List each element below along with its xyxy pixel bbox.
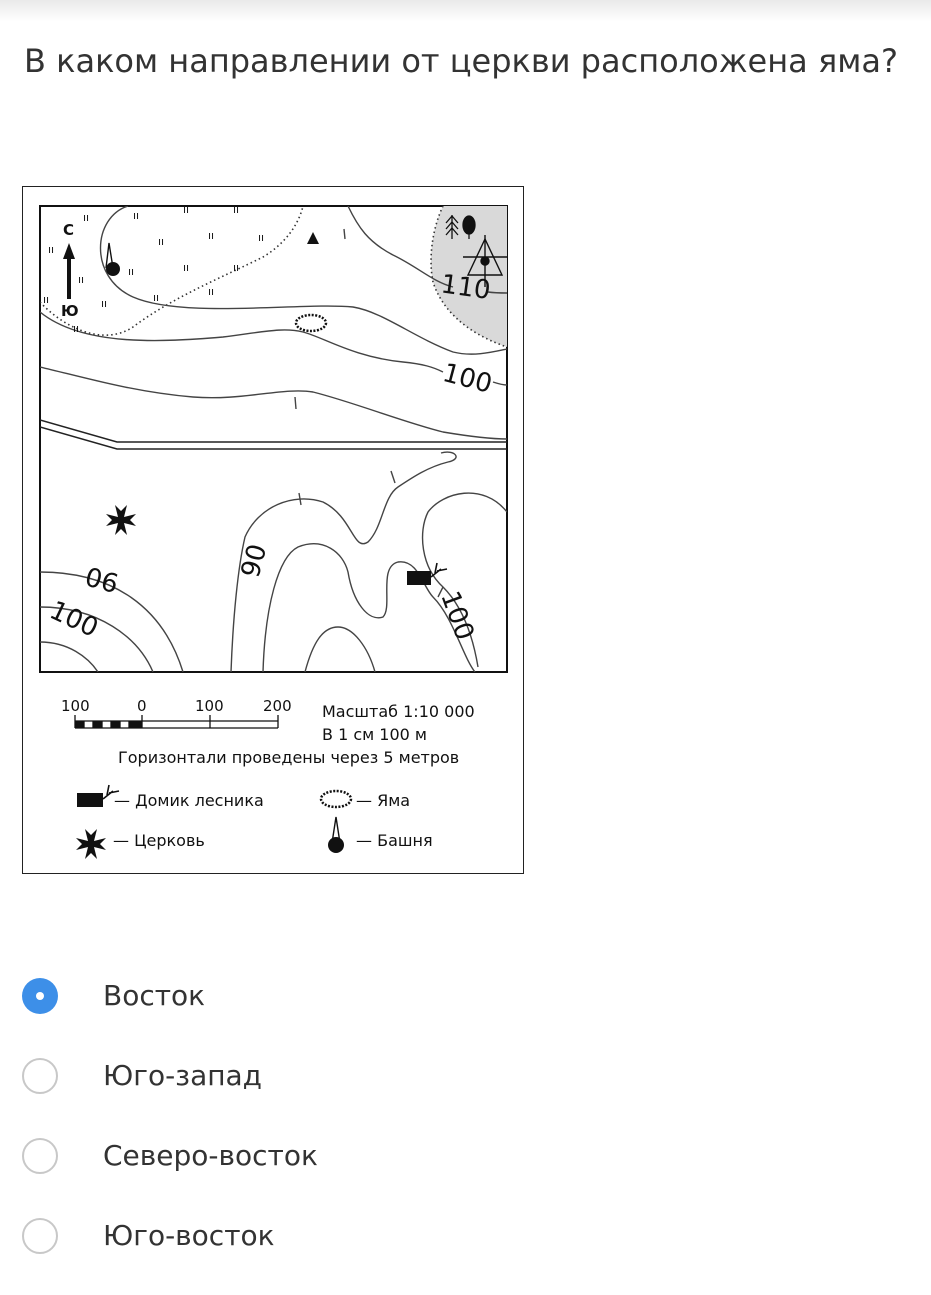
svg-text:ıı: ıı xyxy=(83,211,90,224)
svg-text:ıı: ıı xyxy=(101,297,108,310)
svg-text:ıı: ıı xyxy=(183,261,190,274)
svg-text:ıı: ıı xyxy=(233,203,240,216)
legend-forester-house-label: — Домик лесника xyxy=(114,791,264,810)
contour-label-100-top: 100 xyxy=(439,357,496,400)
option-label: Юго-запад xyxy=(103,1059,263,1092)
contour-interval-text: Горизонтали проведены через 5 метров xyxy=(118,748,460,767)
legend-tower-icon xyxy=(328,817,344,853)
topographic-map xyxy=(22,186,524,874)
legend-pit-label: — Яма xyxy=(356,791,411,810)
compass-icon xyxy=(61,221,79,320)
legend-tower-label: — Башня xyxy=(356,831,433,850)
svg-text:ıı: ıı xyxy=(73,322,80,335)
scale-label-200: 200 xyxy=(263,697,292,715)
compass-south-label: Ю xyxy=(61,302,79,320)
svg-text:ıı: ıı xyxy=(158,235,165,248)
svg-text:ıı: ıı xyxy=(133,209,140,222)
legend-church-icon xyxy=(76,829,106,859)
legend-pit-icon xyxy=(321,791,351,807)
contour-label-110: 110 xyxy=(439,269,493,306)
svg-text:ıı: ıı xyxy=(208,285,215,298)
legend xyxy=(76,785,433,859)
scale-label-0: 0 xyxy=(137,697,147,715)
svg-text:ıı: ıı xyxy=(233,261,240,274)
option-yugo-vostok[interactable] xyxy=(0,1198,600,1278)
svg-text:ıı: ıı xyxy=(48,243,55,256)
pit-icon xyxy=(296,315,326,331)
tower-icon xyxy=(106,243,120,276)
legend-church-label: — Церковь xyxy=(113,831,205,850)
question-text: В каком направлении от церкви расположена яма? xyxy=(24,42,898,80)
scale-text: Масштаб 1:10 000 xyxy=(322,702,475,721)
contour-label-100-left: 100 xyxy=(44,595,103,644)
option-yugo-zapad[interactable] xyxy=(0,1038,600,1118)
radio-icon[interactable] xyxy=(22,1138,58,1174)
compass-north-label: С xyxy=(63,221,75,239)
svg-text:ıı: ıı xyxy=(208,229,215,242)
scale-label-100-left: 100 xyxy=(61,697,90,715)
option-label: Северо-восток xyxy=(103,1139,318,1172)
option-label: Юго-восток xyxy=(103,1219,275,1252)
contour-label-90-left: 06 xyxy=(81,562,122,601)
svg-text:ıı: ıı xyxy=(128,265,135,278)
option-label: Восток xyxy=(103,979,206,1012)
scale-bar xyxy=(61,697,292,728)
svg-text:ıı: ıı xyxy=(258,231,265,244)
option-vostok[interactable] xyxy=(0,958,600,1038)
meadow-boundary xyxy=(40,206,303,335)
scale-label-100: 100 xyxy=(195,697,224,715)
svg-text:ıı: ıı xyxy=(153,291,160,304)
radio-icon[interactable] xyxy=(22,1058,58,1094)
top-status-strip xyxy=(0,0,931,22)
option-severo-vostok[interactable] xyxy=(0,1118,600,1198)
map-drawing xyxy=(23,187,525,875)
contour-label-90-mid: 90 xyxy=(235,541,274,581)
contour-label-100-right: 100 xyxy=(434,587,480,645)
church-icon xyxy=(106,505,136,535)
radio-selected-icon[interactable] xyxy=(22,978,58,1014)
scale-text-cm: В 1 см 100 м xyxy=(322,725,427,744)
radio-icon[interactable] xyxy=(22,1218,58,1254)
small-triangle-icon xyxy=(307,232,319,244)
legend-forester-house-icon xyxy=(77,785,119,807)
svg-text:ıı: ıı xyxy=(183,203,190,216)
svg-text:ıı: ıı xyxy=(43,293,50,306)
svg-text:ıı: ıı xyxy=(78,273,85,286)
